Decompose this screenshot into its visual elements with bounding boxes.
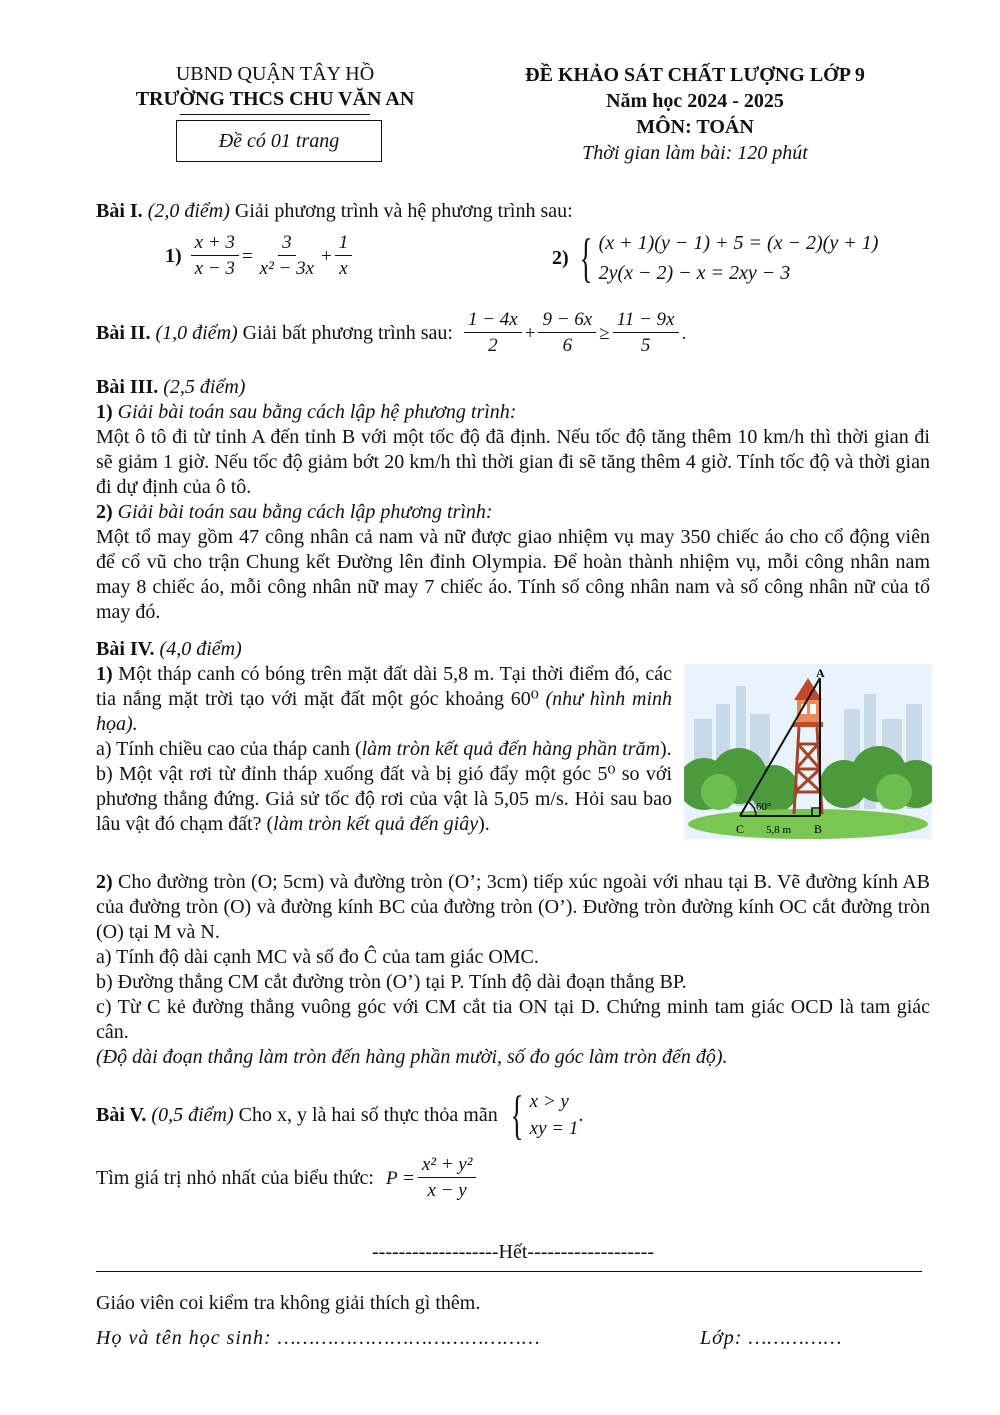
bai4-b-text: b) Một vật rơi từ đỉnh tháp xuống đất và bị gió đẩy một góc 5⁰ so với phương thẳng đứng. Giả sử tốc độ rơi của vật là 5,05 m/s. Hỏi sau bao lâu vật đó chạm đất? ( — [96, 763, 672, 835]
footer-divider — [96, 1271, 922, 1272]
bai3-p1-text: Một ô tô đi từ tỉnh A đến tỉnh B với một tốc độ đã định. Nếu tốc độ tăng thêm 10 km/h thì thời gian đi sẽ giảm 1 giờ. Nếu tốc độ giảm bớt 20 km/h thì thời gian đi sẽ tăng thêm 4 giờ. Tính tốc độ và thời gian đi dự định của ô tô. — [96, 426, 930, 498]
bai1-title: Bài I. — [96, 200, 143, 222]
bai1-points: (2,0 điểm) — [147, 200, 230, 222]
bai3-p1-label: 1) — [96, 401, 113, 423]
bai4-p1-text-a: Một tháp canh có bóng trên mặt đất dài 5,8 m. Tại thời điểm đó, các tia nắng mặt trời tạo với mặt đất một góc khoảng — [96, 663, 672, 710]
student-name-line: Họ và tên học sinh: …………………………………… — [96, 1327, 541, 1349]
bai5-find-text: Tìm giá trị nhỏ nhất của biểu thức: — [96, 1167, 374, 1189]
eq1-lhs-den: x − 3 — [194, 258, 235, 279]
bai3-p2-label: 2) — [96, 501, 113, 523]
page-count-box: Đề có 01 trang — [176, 120, 382, 162]
ineq-f3-num: 11 − 9x — [613, 308, 679, 333]
time-limit: Thời gian làm bài: 120 phút — [582, 142, 808, 164]
bai4-b-italic: làm tròn kết quả đến giây — [273, 813, 479, 835]
label-angle: 60° — [756, 801, 772, 813]
bai1-text: Giải phương trình và hệ phương trình sau: — [229, 200, 573, 222]
subject: MÔN: TOÁN — [636, 116, 754, 138]
system-line2: 2y(x − 2) − x = 2xy − 3 — [598, 262, 791, 284]
ineq-f1-den: 2 — [488, 335, 498, 356]
ineq-f2-num: 9 − 6x — [538, 308, 596, 333]
header-underline — [180, 114, 370, 115]
bai5-points: (0,5 điểm) — [151, 1103, 234, 1126]
p-lhs: P = — [386, 1168, 415, 1189]
bai4-p1-angle: 60⁰ — [510, 688, 539, 710]
bai2: Bài II. (1,0 điểm) Giải bất phương trình sau: $\frac{1 - 4x}{2}$ + $\frac{9 - 6x}{6}$ ≥ $\frac{11 - 9x}{5}$ . — [96, 308, 936, 359]
bai4-p1-text-b: (như hình minh họa). — [96, 688, 672, 735]
bai5-cond2: xy = 1 — [529, 1118, 579, 1139]
bai1-heading — [96, 199, 936, 224]
bai4-points: (4,0 điểm) — [159, 638, 242, 660]
bai4-p2-text: Cho đường tròn (O; 5cm) và đường tròn (O’; 3cm) tiếp xúc ngoài với nhau tại B. Vẽ đường kính AB của đường tròn (O) và đường kính BC của đường tròn (O’). Đường tròn đường kính OC cắt đường tròn (O) tại M và N. — [96, 871, 930, 943]
ineq-f3-den: 5 — [640, 335, 651, 356]
bai5-find — [96, 1153, 479, 1204]
end-marker: -------------------Hết------------------- — [372, 1241, 654, 1263]
bai1-q2-label: 2) — [552, 246, 569, 269]
header-right — [480, 62, 910, 166]
system-line1: (x + 1)(y − 1) + 5 = (x − 2)(y + 1) — [598, 232, 879, 254]
eq1-r1-den: x² − 3x — [259, 258, 315, 279]
bai1-system — [552, 228, 878, 288]
tower-illustration — [684, 664, 932, 839]
bai4-note: (Độ dài đoạn thẳng làm tròn đến hàng phần mười, số đo góc làm tròn đến độ). — [96, 1046, 728, 1068]
bai4-p1 — [96, 662, 672, 837]
bai4-b-end: ). — [478, 813, 490, 835]
eq1-r1-num: 3 — [278, 231, 296, 256]
label-C: C — [736, 822, 745, 836]
header-left — [90, 62, 460, 115]
p-num: x² + y² — [418, 1153, 477, 1178]
bai3-p1-instr: Giải bài toán sau bằng cách lập hệ phương trình: — [117, 401, 517, 423]
footer-note: Giáo viên coi kiểm tra không giải thích gì thêm. — [96, 1292, 481, 1314]
bai3-p2-instr: Giải bài toán sau bằng cách lập phương trình: — [117, 501, 493, 523]
bai3-p2-text: Một tổ may gồm 47 công nhân cả nam và nữ được giao nhiệm vụ may 350 chiếc áo cho cổ động viên để cổ vũ cho trận Chung kết Đường lên đỉnh Olympia. Để hoàn thành nhiệm vụ, mỗi công nhân nam may 8 chiếc áo, mỗi công nhân nữ may 7 chiếc áo. Tính số công nhân nam và số công nhân nữ của tổ may đó. — [96, 526, 930, 623]
bai1-q1-label: 1) — [165, 245, 182, 267]
ineq-f1-num: 1 − 4x — [464, 308, 522, 333]
bai4-heading — [96, 637, 930, 662]
bai3-points: (2,5 điểm) — [163, 376, 246, 398]
bai4-p2-label: 2) — [96, 871, 113, 893]
bai5-title: Bài V. — [96, 1103, 147, 1126]
bai2-title: Bài II. — [96, 322, 151, 344]
bai5: Bài V. (0,5 điểm) Cho x, y là hai số thực thỏa mãn { x > y xy = 1 . — [96, 1085, 584, 1145]
district-name: UBND QUẬN TÂY HỒ — [175, 63, 375, 85]
bai1-eq1: 1) $\frac{x + 3}{x - 3}$ = $\frac{3}{\text{x² − 3x}}$ + $\frac{1}{x}$ — [165, 231, 355, 282]
bai4-title: Bài IV. — [96, 638, 155, 660]
bai2-text: Giải bất phương trình sau: — [237, 322, 453, 344]
ineq-f2-den: 6 — [562, 335, 573, 356]
eq1-r2-num: 1 — [335, 231, 353, 256]
bai4-a-end: ). — [659, 738, 672, 760]
school-name: TRƯỜNG THCS CHU VĂN AN — [135, 88, 415, 110]
p-den: x − y — [427, 1180, 467, 1201]
bai4-p2 — [96, 870, 930, 1070]
bai2-points: (1,0 điểm) — [155, 322, 238, 344]
label-length: 5,8 m — [766, 824, 792, 836]
bai4-p2a: a) Tính độ dài cạnh MC và số đo Ĉ của tam giác OMC. — [96, 946, 539, 968]
exam-title: ĐỀ KHẢO SÁT CHẤT LƯỢNG LỚP 9 — [525, 64, 865, 86]
bai5-brace: { — [510, 1085, 524, 1145]
school-year: Năm học 2024 - 2025 — [606, 90, 784, 112]
eq1-r2-den: x — [339, 258, 348, 279]
bai4-a-italic: làm tròn kết quả đến hàng phần trăm — [361, 738, 660, 760]
bai3-title: Bài III. — [96, 376, 159, 398]
bai4-p2b: b) Đường thẳng CM cắt đường tròn (O’) tại P. Tính độ dài đoạn thẳng BP. — [96, 971, 687, 993]
bai5-cond1: x > y — [529, 1091, 569, 1112]
label-B: B — [814, 822, 823, 836]
bai4-p2c: c) Từ C kẻ đường thẳng vuông góc với CM cắt tia ON tại D. Chứng minh tam giác OCD là tam giác cân. — [96, 996, 930, 1043]
system-brace: { — [579, 228, 593, 288]
bai5-text: Cho x, y là hai số thực thỏa mãn — [233, 1103, 498, 1126]
class-line: Lớp: …………… — [700, 1327, 843, 1349]
label-A: A — [816, 666, 825, 680]
eq1-lhs-num: x + 3 — [191, 231, 239, 256]
bai4-p1-label: 1) — [96, 663, 113, 685]
bai3 — [96, 375, 930, 625]
grass — [688, 809, 928, 839]
bai4-a-text: a) Tính chiều cao của tháp canh ( — [96, 738, 362, 760]
